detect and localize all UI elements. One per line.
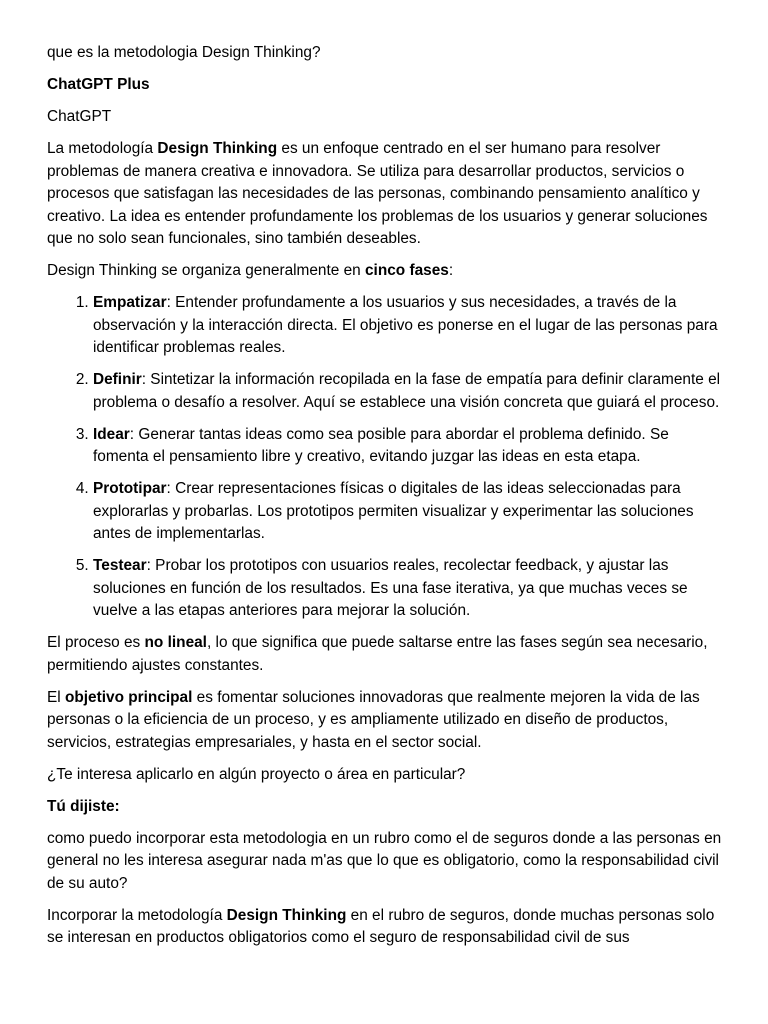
intro-paragraph: La metodología Design Thinking es un enfoque centrado en el ser humano para resolver problemas de manera creativa e innovadora. Se utiliza para desarrollar productos, servicios o procesos que satisfagan las necesidades de las personas, combinando pensamiento analítico y creativo. La idea es entender profundamente los problemas de los usuarios y generar soluciones que no solo sean funcionales, sino también deseables. bbox=[47, 140, 708, 247]
followup-question: ¿Te interesa aplicarlo en algún proyecto o área en particular? bbox=[47, 765, 466, 783]
user-label: Tú dijiste: bbox=[47, 797, 120, 815]
phase-text: : Probar los prototipos con usuarios reales, recolectar feedback, y ajustar las soluciones en función de los resultados. Es una fase iterativa, ya que muchas veces se vuelve a las etapas anteriores para mejorar la solución. bbox=[93, 557, 688, 619]
assistant-label-plus: ChatGPT Plus bbox=[47, 76, 150, 93]
list-item bbox=[93, 292, 727, 360]
phases-list bbox=[47, 292, 727, 623]
list-item bbox=[93, 369, 727, 414]
phase-text: : Entender profundamente a los usuarios y sus necesidades, a través de la observación y la interacción directa. El objetivo es ponerse en el lugar de las personas para identificar problemas reales. bbox=[93, 294, 718, 356]
list-item bbox=[93, 424, 727, 469]
phase-text: : Generar tantas ideas como sea posible para abordar el problema definido. Se fomenta el pensamiento libre y creativo, evitando juzgar las ideas en esta etapa. bbox=[93, 425, 669, 465]
answer-paragraph: Incorporar la metodología Design Thinking en el rubro de seguros, donde muchas personas solo se interesan en productos obligatorios como el seguro de responsabilidad civil de sus bbox=[47, 906, 715, 946]
phase-title: Testear bbox=[93, 557, 147, 574]
phase-title: Definir bbox=[93, 371, 142, 388]
nonlinear-paragraph: El proceso es no lineal, lo que significa que puede saltarse entre las fases según sea necesario, permitiendo ajustes constantes. bbox=[47, 634, 708, 674]
phase-title: Empatizar bbox=[93, 294, 167, 311]
assistant-label: ChatGPT bbox=[47, 108, 112, 125]
phase-text: : Sintetizar la información recopilada en la fase de empatía para definir claramente el problema o desafío a resolver. Aquí se establece una visión concreta que guiará el proceso. bbox=[93, 371, 721, 411]
objective-paragraph: El objetivo principal es fomentar soluciones innovadoras que realmente mejoren la vida de las personas o la eficiencia de un proceso, y es ampliamente utilizado en diseño de productos, servicios, estrategias empresariales, y hasta en el sector social. bbox=[47, 688, 700, 751]
user-question: que es la metodologia Design Thinking? bbox=[47, 44, 321, 61]
phases-intro: Design Thinking se organiza generalmente en cinco fases: bbox=[47, 262, 454, 279]
list-item bbox=[93, 555, 727, 623]
phase-title: Idear bbox=[93, 425, 130, 443]
list-item bbox=[93, 478, 727, 546]
user-question-2: como puedo incorporar esta metodologia en un rubro como el de seguros donde a las personas en general no les interesa asegurar nada m'as que lo que es obligatorio, como la responsabilidad civil de su auto? bbox=[47, 829, 722, 892]
phase-text: : Crear representaciones físicas o digitales de las ideas seleccionadas para explorarlas y probarlas. Los prototipos permiten visualizar y experimentar las soluciones antes de implementarlas. bbox=[93, 480, 694, 542]
phase-title: Prototipar bbox=[93, 480, 167, 497]
document-page bbox=[47, 42, 727, 959]
